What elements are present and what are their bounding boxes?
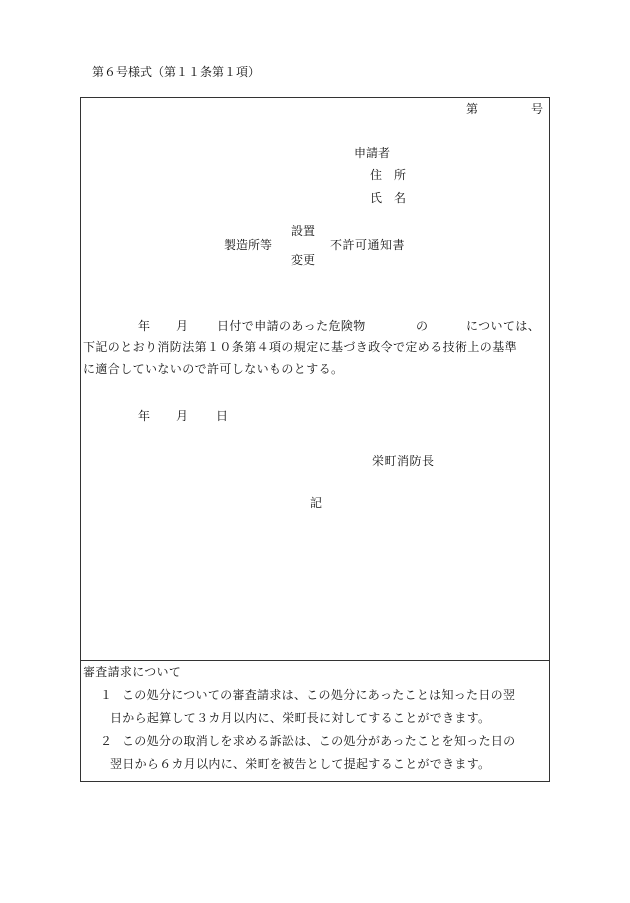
applicant-heading: 申請者 (354, 146, 391, 160)
appeal-item-1-line-1: この処分についての審査請求は、この処分にあったことは知った日の翌 (122, 688, 516, 702)
body-end: については、 (466, 319, 541, 333)
form-label: 第６号様式（第１１条第１項） (92, 65, 261, 79)
appeal-item-2-line-1: この処分の取消しを求める訴訟は、この処分があったことを知った日の (122, 734, 516, 748)
number-go: 号 (531, 102, 544, 116)
title-option-change: 変更 (291, 253, 316, 267)
section-divider (80, 660, 550, 661)
date-day: 日 (216, 409, 229, 423)
title-prefix: 製造所等 (224, 238, 273, 252)
body-line-2: 下記のとおり消防法第１０条第４項の規定に基づき政令で定める技術上の基準 (83, 340, 518, 354)
date-month: 月 (176, 409, 189, 423)
body-year: 年 (138, 319, 151, 333)
ki-label: 記 (310, 496, 323, 510)
appeal-item-2-line-2: 翌日から６カ月以内に、栄町を被告として提起することができます。 (110, 757, 491, 771)
appeal-heading: 審査請求について (83, 665, 182, 679)
title-suffix: 不許可通知書 (330, 238, 406, 252)
title-option-install: 設置 (291, 224, 316, 238)
issuer-name: 栄町消防長 (372, 454, 435, 468)
appeal-item-1-line-2: 日から起算して３カ月以内に、栄町長に対してすることができます。 (110, 711, 491, 725)
applicant-name-label: 氏 名 (370, 191, 407, 205)
appeal-item-1-number: １ (100, 688, 113, 702)
date-year: 年 (138, 409, 151, 423)
number-dai: 第 (466, 102, 479, 116)
body-day-text: 日付で申請のあった危険物 (217, 319, 366, 333)
body-line-3: に適合していないので許可しないものとする。 (83, 362, 344, 376)
applicant-address-label: 住 所 (370, 168, 407, 182)
body-month: 月 (176, 319, 189, 333)
appeal-item-2-number: ２ (100, 734, 113, 748)
body-no: の (416, 319, 429, 333)
notice-frame (80, 97, 550, 782)
